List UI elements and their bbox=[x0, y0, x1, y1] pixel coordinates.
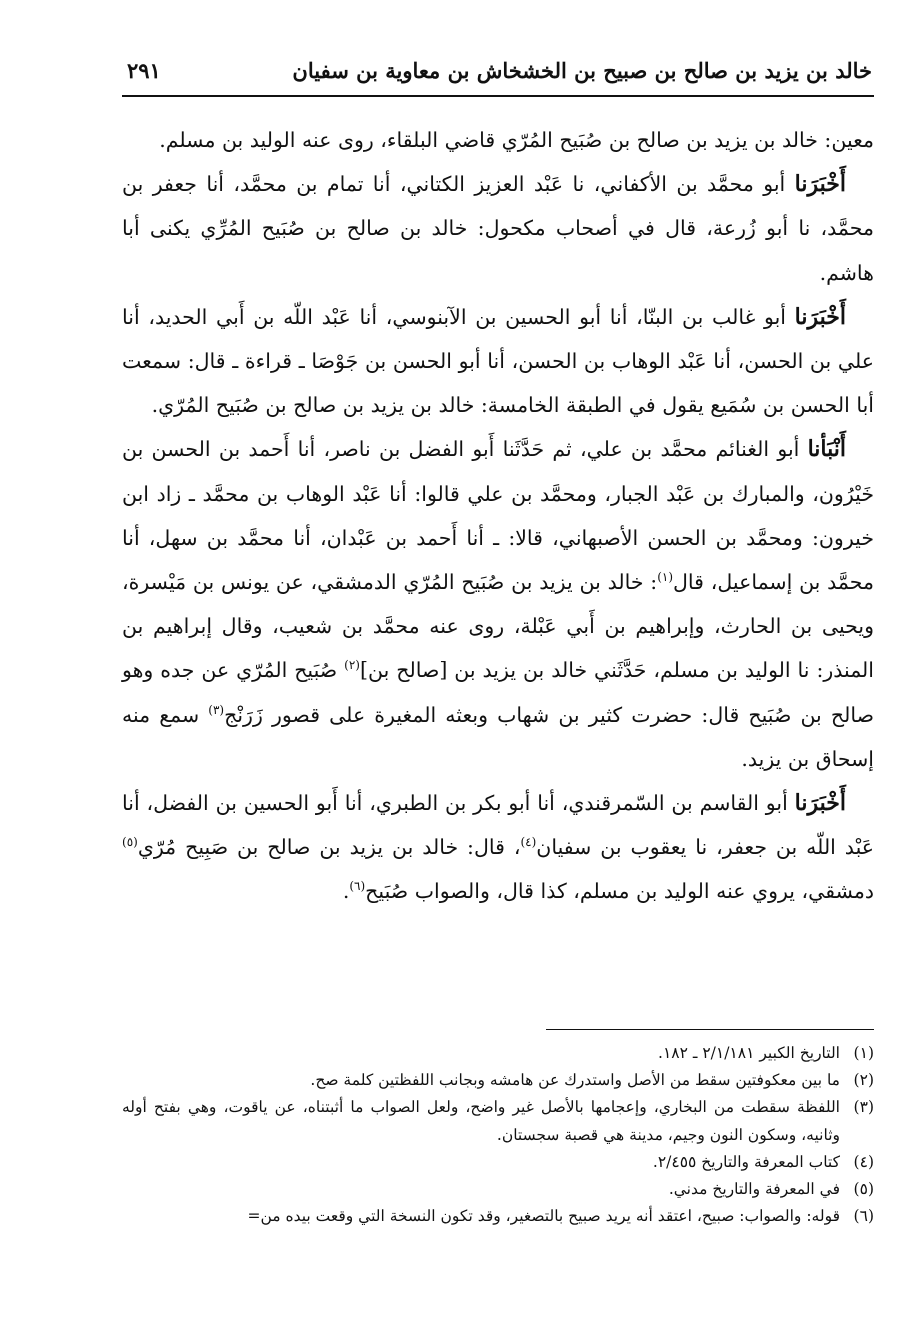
footnote-text: ما بين معكوفتين سقط من الأصل واستدرك عن هامشه وبجانب اللفظتين كلمة صح. bbox=[310, 1071, 840, 1090]
paragraph-4-text-c: صُبَيح المُرّي عن جده وهو صالح بن صُبَيح قال: حضرت كثير بن شهاب وبعثه المغيرة على قصور زَرَنْج bbox=[122, 658, 874, 727]
paragraph-3-lead: أَخْبَرَنا bbox=[794, 303, 846, 330]
footnote-ref-1[interactable]: (١) bbox=[657, 570, 674, 585]
paragraph-5-text-b: ، قال: خالد بن يزيد بن صالح بن صَبِيح مُرّي bbox=[137, 835, 521, 860]
footnote-text: التاريخ الكبير ٢/١/١٨١ ـ ١٨٢. bbox=[658, 1044, 840, 1062]
paragraph-5-text-c: دمشقي، يروي عنه الوليد بن مسلم، كذا قال، والصواب صُبَيح bbox=[365, 879, 874, 904]
paragraph-2-lead: أَخْبَرَنا bbox=[794, 171, 846, 198]
footnote-number: (٤) bbox=[853, 1152, 874, 1171]
paragraph-5-lead: أَخْبَرَنا bbox=[794, 790, 846, 817]
footnote-number: (١) bbox=[853, 1044, 874, 1062]
footnote-text: اللفظة سقطت من البخاري، وإعجامها بالأصل غير واضح، ولعل الصواب ما أثبتناه، عن ياقوت، وهي بفتح أوله وثانيه، وسكون النون وجيم، مدينة هي قصبة سجستان. bbox=[122, 1098, 840, 1144]
header-rule bbox=[122, 95, 874, 97]
footnote bbox=[122, 1094, 874, 1148]
paragraph-5-text-a: أبو القاسم بن السّمرقندي، أنا أبو بكر بن الطبري، أنا أَبو الحسين بن الفضل، أنا عَبْد اللّه بن جعفر، نا يعقوب بن سفيان bbox=[122, 791, 874, 860]
footnote-number: (٥) bbox=[853, 1180, 874, 1199]
main-text bbox=[122, 118, 874, 914]
footnotes bbox=[122, 1040, 874, 1230]
footnote-rule bbox=[546, 1029, 874, 1030]
paragraph-3 bbox=[122, 295, 874, 428]
paragraph-4-text-b: : خالد بن يزيد بن صُبَيح المُرّي الدمشقي، عن يونس بن مَيْسرة، ويحيى بن الحارث، وإبراهيم بن أَبي عَبْلة، روى عنه محمَّد بن شعيب، وقال إبراهيم بن المنذر: نا الوليد بن مسلم، حَدَّثَني خالد بن يزيد بن [صالح بن] bbox=[122, 570, 874, 683]
paragraph-4-text-a: أبو الغنائم محمَّد بن علي، ثم حَدَّثَنا أَبو الفضل بن ناصر، أنا أَحمد بن الحسن بن خَيْرُون، والمبارك بن عَبْد الجبار، ومحمَّد بن علي قالوا: أنا عَبْد الوهاب بن محمَّد ـ زاد ابن خيرون: ومحمَّد بن الحسن الأصبهاني، قالا: ـ أنا أَحمد بن عَبْدان، أنا محمَّد بن سهل، أنا محمَّد بن إسماعيل، قال bbox=[122, 437, 874, 595]
footnote-ref-3[interactable]: (٣) bbox=[208, 702, 225, 717]
footnote bbox=[122, 1040, 874, 1067]
footnote-text: قوله: والصواب: صبيح، اعتقد أنه يريد صبيح بالتصغير، وقد تكون النسخة التي وقعت بيده من= bbox=[247, 1207, 840, 1226]
footnote bbox=[122, 1149, 874, 1176]
footnote-number: (٣) bbox=[853, 1098, 874, 1117]
footnote-number: (٢) bbox=[853, 1071, 874, 1090]
footnote-ref-4[interactable]: (٤) bbox=[520, 835, 537, 850]
paragraph-4-lead: أَنْبَأنا bbox=[807, 436, 846, 463]
footnote bbox=[122, 1176, 874, 1203]
paragraph-4-text-d: سمع منه إسحاق بن يزيد. bbox=[122, 702, 874, 771]
paragraph-2-text: أبو محمَّد بن الأكفاني، نا عَبْد العزيز الكتاني، أنا تمام بن محمَّد، أنا جعفر بن محمَّد، نا أبو زُرعة، قال في أصحاب مكحول: خالد بن صالح بن صُبَيح المُرِّي يكنى أبا هاشم. bbox=[122, 172, 874, 285]
paragraph-2 bbox=[122, 162, 874, 295]
footnote-text: في المعرفة والتاريخ مدني. bbox=[668, 1180, 840, 1199]
footnote-text: كتاب المعرفة والتاريخ ٢/٤٥٥. bbox=[652, 1152, 840, 1171]
paragraph-3-text: أبو غالب بن البنّا، أنا أبو الحسين بن الآبنوسي، أنا عَبْد اللّه بن أَبي الحديد، أنا علي بن الحسن، أنا عَبْد الوهاب بن الحسن، أنا أبو الحسن بن جَوْصَا ـ قراءة ـ قال: سمعت أبا الحسن بن سُمَيع يقول في الطبقة الخامسة: خالد بن يزيد بن صالح بن صُبَيح المُرّي. bbox=[122, 304, 874, 418]
footnote bbox=[122, 1067, 874, 1094]
paragraph-1: معين: خالد بن يزيد بن صالح بن صُبَيح المُرّي قاضي البلقاء، روى عنه الوليد بن مسلم. bbox=[159, 128, 874, 152]
footnote bbox=[122, 1203, 874, 1230]
page-number: ٢٩١ bbox=[127, 58, 161, 83]
running-title: خالد بن يزيد بن صالح بن صبيح بن الخشخاش بن معاوية بن سفيان bbox=[292, 58, 872, 83]
footnote-ref-2[interactable]: (٢) bbox=[344, 658, 360, 673]
paragraph-5-text-d: . bbox=[342, 879, 350, 904]
footnote-ref-6[interactable]: (٦) bbox=[349, 879, 366, 894]
footnote-ref-5[interactable]: (٥) bbox=[122, 835, 138, 850]
paragraph-5 bbox=[122, 781, 874, 914]
paragraph-4 bbox=[122, 427, 874, 781]
footnote-number: (٦) bbox=[853, 1207, 874, 1226]
